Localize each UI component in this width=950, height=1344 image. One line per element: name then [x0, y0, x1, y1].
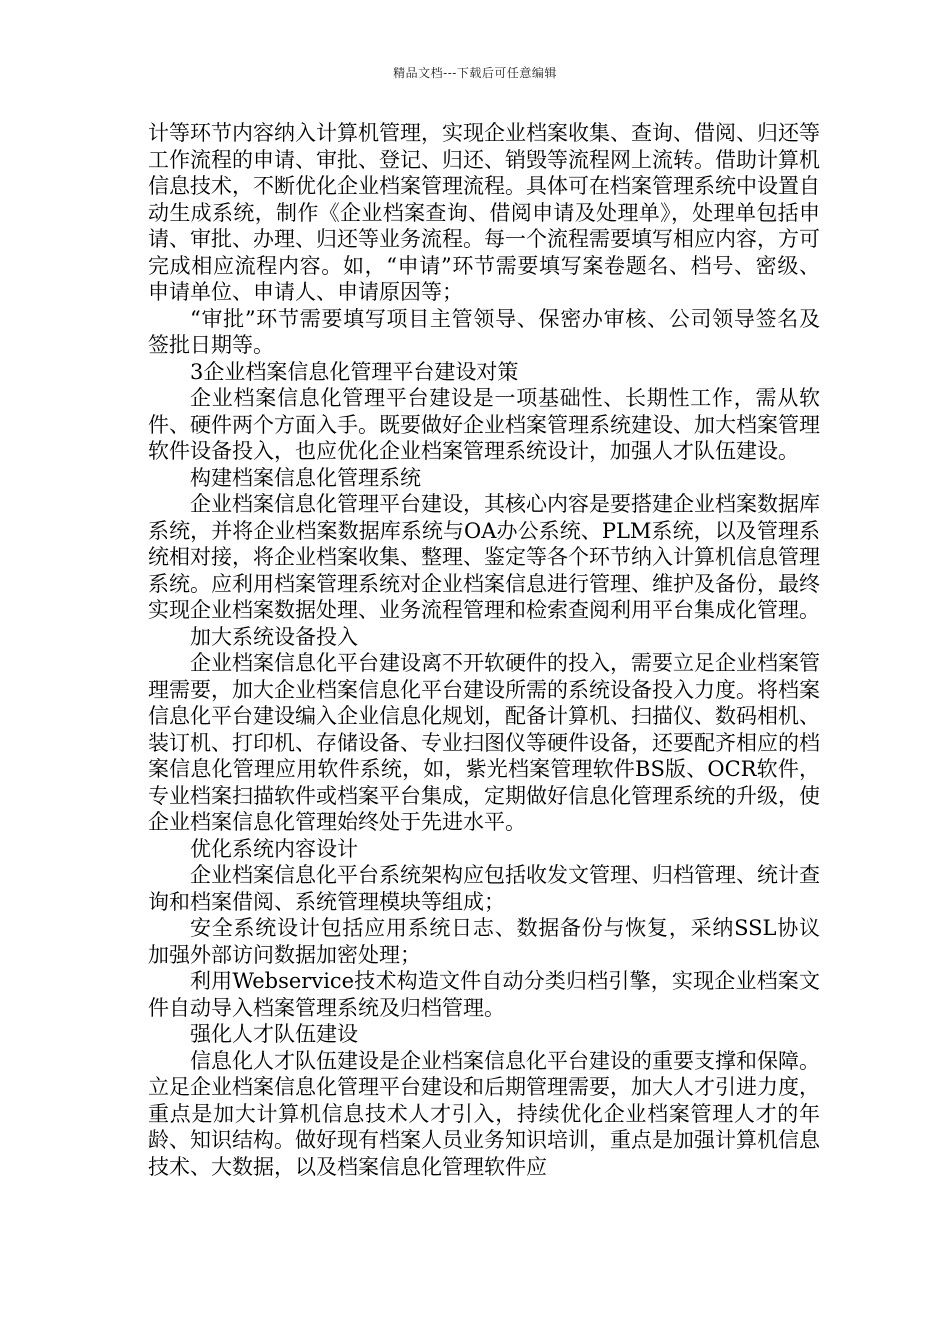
subsection-heading: 加大系统设备投入 [190, 624, 358, 649]
paragraph-approval: “审批”环节需要填写项目主管领导、保密办审核、公司领导签名及签批日期等。 [148, 306, 820, 357]
section-heading: 3企业档案信息化管理平台建设对策 [190, 359, 519, 384]
page-header: 精品文档---下载后可任意编辑 [393, 66, 557, 80]
paragraph: 企业档案信息化管理平台建设是一项基础性、长期性工作，需从软件、硬件两个方面入手。既要做好企业档案管理系统建设、加大档案管理软件设备投入，也应优化企业档案管理系统设计，加强人才队伍建设。 [148, 386, 820, 463]
subsection-heading: 优化系统内容设计 [190, 836, 358, 861]
paragraph: 信息化人才队伍建设是企业档案信息化平台建设的重要支撑和保障。立足企业档案信息化管理平台建设和后期管理需要，加大人才引进力度，重点是加大计算机信息技术人才引入，持续优化企业档案管理人才的年龄、知识结构。做好现有档案人员业务知识培训，重点是加强计算机信息技术、大数据，以及档案信息化管理软件应 [148, 1048, 820, 1179]
paragraph: 企业档案信息化平台建设离不开软硬件的投入，需要立足企业档案管理需要，加大企业档案信息化平台建设所需的系统设备投入力度。将档案信息化平台建设编入企业信息化规划，配备计算机、扫描仪、数码相机、装订机、打印机、存储设备、专业扫图仪等硬件设备，还要配齐相应的档案信息化管理应用软件系统，如，紫光档案管理软件BS版、OCR软件，专业档案扫描软件或档案平台集成，定期做好信息化管理系统的升级，使企业档案信息化管理始终处于先进水平。 [148, 651, 820, 834]
paragraph: 企业档案信息化管理平台建设，其核心内容是要搭建企业档案数据库系统，并将企业档案数据库系统与OA办公系统、PLM系统，以及管理系统相对接，将企业档案收集、整理、鉴定等各个环节纳入计算机信息管理系统。应利用档案管理系统对企业档案信息进行管理、维护及备份，最终实现企业档案数据处理、业务流程管理和检索查阅利用平台集成化管理。 [148, 492, 820, 622]
paragraph-continuation: 计等环节内容纳入计算机管理，实现企业档案收集、查询、借阅、归还等工作流程的申请、审批、登记、归还、销毁等流程网上流转。借助计算机信息技术，不断优化企业档案管理流程。具体可在档案管理系统中设置自动生成系统，制作《企业档案查询、借阅申请及处理单》，处理单包括申请、审批、办理、归还等业务流程。每一个流程需要填写相应内容，方可完成相应流程内容。如，“申请”环节需要填写案卷题名、档号、密级、申请单位、申请人、申请原因等； [148, 121, 820, 304]
subsection-heading: 构建档案信息化管理系统 [190, 465, 421, 490]
paragraph: 安全系统设计包括应用系统日志、数据备份与恢复，采纳SSL协议加强外部访问数据加密处理； [148, 916, 820, 967]
paragraph: 企业档案信息化平台系统架构应包括收发文管理、归档管理、统计查询和档案借阅、系统管理模块等组成； [148, 863, 820, 914]
subsection-heading: 强化人才队伍建设 [190, 1022, 358, 1046]
paragraph: 利用Webservice技术构造文件自动分类归档引擎，实现企业档案文件自动导入档案管理系统及归档管理。 [148, 969, 820, 1020]
document-body [148, 120, 820, 1180]
